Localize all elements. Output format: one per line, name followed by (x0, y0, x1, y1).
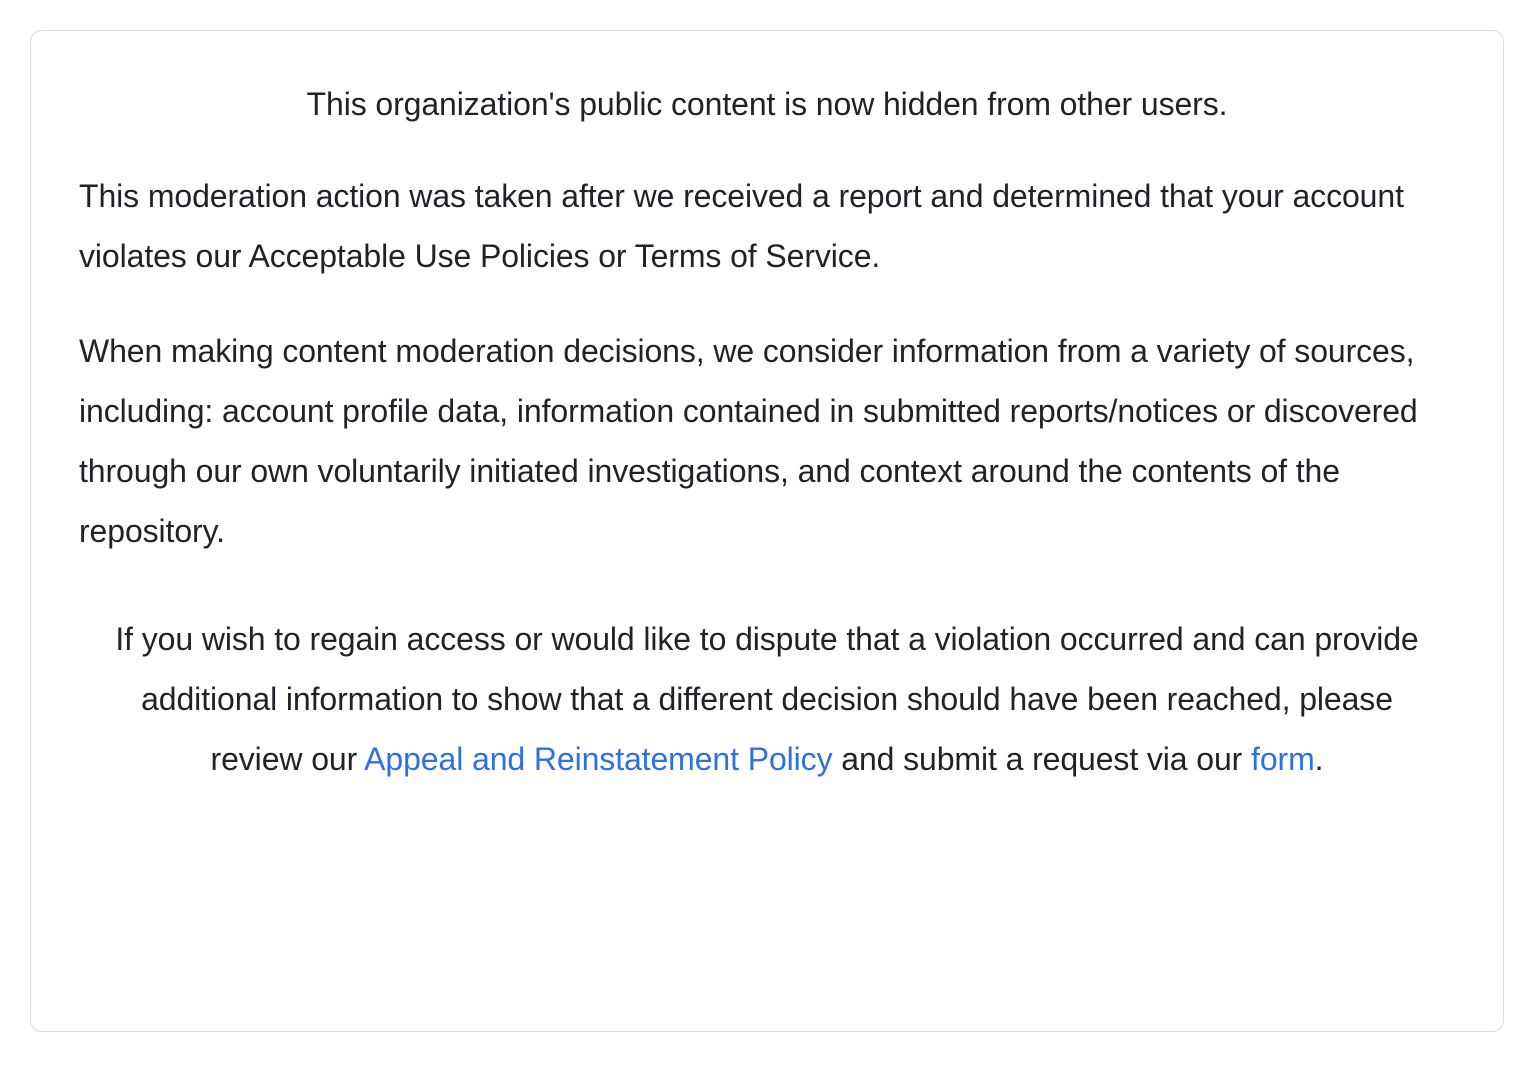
moderation-notice-card (30, 30, 1504, 1032)
notice-closing-paragraph (79, 609, 1455, 789)
closing-text-part-3: . (1314, 741, 1324, 778)
appeal-and-reinstatement-policy-link[interactable]: Appeal and Reinstatement Policy (364, 741, 833, 778)
closing-text-part-1: If you wish to regain access or would like to dispute that a violation occurred and can provide additional information to show that a different decision should have been reached, please review our (115, 621, 1419, 778)
form-link[interactable]: form (1251, 741, 1315, 778)
closing-text-part-2: and submit a request via our (832, 741, 1252, 778)
notice-paragraph-1: This moderation action was taken after we received a report and determined that your account violates our Acceptable Use Policies or Terms of Service. (79, 178, 1404, 275)
notice-headline: This organization's public content is now hidden from other users. (306, 86, 1228, 122)
notice-paragraph-2: When making content moderation decisions, we consider information from a variety of sources, including: account profile data, information contained in submitted reports/notices or discovered through our own voluntarily initiated investigations, and context around the contents of the repository. (79, 332, 1418, 549)
